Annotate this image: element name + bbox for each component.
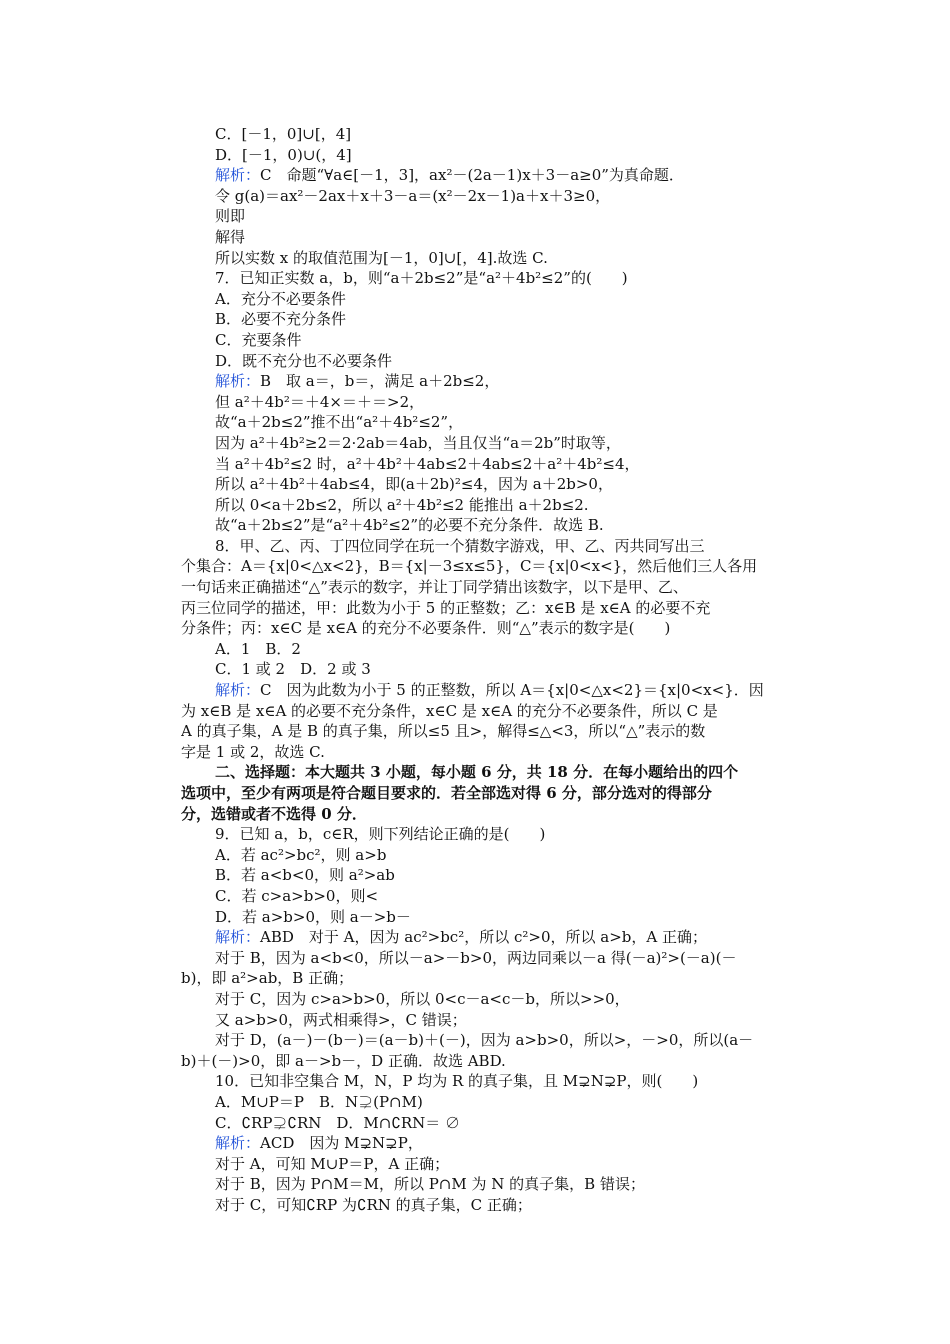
text-line <box>181 556 771 577</box>
text-line <box>181 577 771 598</box>
text-line <box>181 454 771 475</box>
text-line <box>181 968 771 989</box>
line-text: 故“a＋2b≤2”是“a²＋4b²≤2”的必要不充分条件．故选 B. <box>215 516 604 535</box>
line-text: 但 a²＋4b²＝＋4×＝＋＝>2， <box>215 392 425 411</box>
line-text: C．若 c>a>b>0，则< <box>215 886 379 905</box>
solution-label: 解析： <box>215 166 261 185</box>
line-text: 10．已知非空集合 M，N，P 均为 R 的真子集，且 M⊋N⊋P，则( ) <box>215 1072 699 1091</box>
text-line <box>181 1133 771 1154</box>
line-text: 为 x∈B 是 x∈A 的必要不充分条件，x∈C 是 x∈A 的充分不必要条件，所以 C 是 <box>181 701 718 720</box>
text-line <box>181 351 771 372</box>
line-text: 故“a＋2b≤2”推不出“a²＋4b²≤2”， <box>215 413 464 432</box>
text-line <box>181 701 771 722</box>
text-line <box>181 721 771 742</box>
text-line <box>181 206 771 227</box>
line-text: B．必要不充分条件 <box>215 310 347 329</box>
solution-label: 解析： <box>215 372 261 391</box>
text-line <box>181 248 771 269</box>
text-line <box>181 536 771 557</box>
line-text: 对于 B，因为 P∩M＝M，所以 P∩M 为 N 的真子集，B 错误； <box>215 1175 645 1194</box>
text-line <box>181 1113 771 1134</box>
line-text: C 因为此数为小于 5 的正整数，所以 A＝{x|0<△x<2}＝{x|0<x<}．因 <box>260 681 764 700</box>
text-line <box>181 762 771 783</box>
line-text: 选项中，至少有两项是符合题目要求的．若全部选对得 6 分，部分选对的得部分 <box>181 784 712 802</box>
line-text: A 的真子集，A 是 B 的真子集，所以≤5 且>，解得≤△<3，所以“△”表示的数 <box>181 722 706 741</box>
line-text: ABD 对于 A，因为 ac²>bc²，所以 c²>0，所以 a>b，A 正确； <box>260 928 707 947</box>
text-line <box>181 289 771 310</box>
solution-label: 解析： <box>215 1134 261 1153</box>
line-text: 对于 C，因为 c>a>b>0，所以 0<c－a<c－b，所以>>0， <box>215 989 630 1008</box>
line-text: C．∁RP⊋∁RN D．M∩∁RN＝ ∅ <box>215 1113 461 1132</box>
line-text: A．M∪P＝P B．N⊋(P∩M) <box>215 1092 423 1111</box>
line-text: 个集合：A＝{x|0<△x<2}，B＝{x|－3≤x≤5}，C＝{x|0<x<}，然后他们三人各用 <box>181 557 758 576</box>
text-line <box>181 371 771 392</box>
line-text: A．若 ac²>bc²，则 a>b <box>215 845 387 864</box>
text-line <box>181 186 771 207</box>
text-line <box>181 165 771 186</box>
line-text: 8．甲、乙、丙、丁四位同学在玩一个猜数字游戏，甲、乙、丙共同写出三 <box>215 536 705 555</box>
line-text: C．[－1，0]∪[，4] <box>215 125 352 143</box>
line-text: 解得 <box>215 227 246 246</box>
text-line <box>181 309 771 330</box>
text-line <box>181 804 771 825</box>
line-text: D．既不充分也不必要条件 <box>215 351 393 370</box>
solution-label: 解析： <box>215 681 261 700</box>
line-text: ACD 因为 M⊋N⊋P， <box>260 1134 423 1153</box>
line-text: 所以实数 x 的取值范围为[－1，0]∪[，4].故选 C. <box>215 248 548 267</box>
line-text: B 取 a＝，b＝，满足 a＋2b≤2， <box>260 372 500 391</box>
text-line <box>181 783 771 804</box>
text-line <box>181 824 771 845</box>
line-text: C 命题“∀a∈[－1，3]，ax²－(2a－1)x＋3－a≥0”为真命题． <box>260 166 684 185</box>
text-line <box>181 227 771 248</box>
line-text: 对于 B，因为 a<b<0，所以－a>－b>0，两边同乘以－a 得(－a)²>(－a)(－ <box>215 948 737 967</box>
text-line <box>181 948 771 969</box>
solution-label: 解析： <box>215 928 261 947</box>
line-text: 分，选错或者不选得 0 分． <box>181 804 367 823</box>
line-text: 令 g(a)＝ax²－2ax＋x＋3－a＝(x²－2x－1)a＋x＋3≥0， <box>215 186 611 205</box>
line-text: 字是 1 或 2，故选 C. <box>181 742 325 761</box>
text-line <box>181 618 771 639</box>
line-text: A．充分不必要条件 <box>215 289 346 308</box>
text-line <box>181 474 771 495</box>
line-text: 当 a²＋4b²≤2 时，a²＋4b²＋4ab≤2＋4ab≤2＋a²＋4b²≤4， <box>215 454 640 473</box>
line-text: 一句话来正确描述“△”表示的数字，并让丁同学猜出该数字，以下是甲、乙、 <box>181 578 688 597</box>
text-line <box>181 865 771 886</box>
line-text: 又 a>b>0，两式相乘得>，C 错误； <box>215 1010 467 1029</box>
line-text: b)＋(－)>0，即 a－>b－，D 正确．故选 ABD. <box>181 1051 506 1070</box>
line-text: 7．已知正实数 a，b，则“a＋2b≤2”是“a²＋4b²≤2”的( ) <box>215 269 628 288</box>
line-text: 则即 <box>215 207 246 226</box>
line-text: 丙三位同学的描述，甲：此数为小于 5 的正整数；乙：x∈B 是 x∈A 的必要不充 <box>181 598 711 617</box>
text-line <box>181 927 771 948</box>
text-line <box>181 1154 771 1175</box>
text-line <box>181 1071 771 1092</box>
document-page <box>181 124 771 1215</box>
line-text: 9．已知 a，b，c∈R，则下列结论正确的是( ) <box>215 825 546 844</box>
text-line <box>181 989 771 1010</box>
line-text: C．1 或 2 D．2 或 3 <box>215 660 371 679</box>
text-line <box>181 639 771 660</box>
text-line <box>181 598 771 619</box>
text-line <box>181 680 771 701</box>
text-line <box>181 886 771 907</box>
text-line <box>181 124 771 145</box>
text-line <box>181 412 771 433</box>
text-line <box>181 1174 771 1195</box>
text-line <box>181 907 771 928</box>
text-line <box>181 495 771 516</box>
line-text: 所以 0<a＋2b≤2，所以 a²＋4b²≤2 能推出 a＋2b≤2. <box>215 495 589 514</box>
line-text: D．若 a>b>0，则 a－>b－ <box>215 907 411 926</box>
text-line <box>181 330 771 351</box>
text-line <box>181 515 771 536</box>
text-line <box>181 268 771 289</box>
line-text: 二、选择题：本大题共 3 小题，每小题 6 分，共 18 分．在每小题给出的四个 <box>215 763 739 782</box>
text-line <box>181 742 771 763</box>
text-line <box>181 659 771 680</box>
text-line <box>181 1051 771 1072</box>
text-line <box>181 145 771 166</box>
text-line <box>181 433 771 454</box>
line-text: B．若 a<b<0，则 a²>ab <box>215 866 395 885</box>
text-line <box>181 1010 771 1031</box>
line-text: 对于 C，可知∁RP 为∁RN 的真子集，C 正确； <box>215 1195 532 1214</box>
line-text: 分条件；丙：x∈C 是 x∈A 的充分不必要条件．则“△”表示的数字是( ) <box>181 619 671 638</box>
line-text: D．[－1，0)∪(，4] <box>215 145 352 164</box>
line-text: A．1 B．2 <box>215 639 301 658</box>
line-text: 对于 D，(a－)－(b－)＝(a－b)＋(－)，因为 a>b>0，所以>，－>0，所以(a－ <box>215 1031 754 1050</box>
text-line <box>181 845 771 866</box>
text-line <box>181 1092 771 1113</box>
line-text: C．充要条件 <box>215 330 302 349</box>
line-text: 对于 A，可知 M∪P＝P，A 正确； <box>215 1154 450 1173</box>
line-text: 所以 a²＋4b²＋4ab≤4，即(a＋2b)²≤4，因为 a＋2b>0， <box>215 475 613 494</box>
line-text: b)，即 a²>ab，B 正确； <box>181 969 354 988</box>
text-line <box>181 1195 771 1216</box>
line-text: 因为 a²＋4b²≥2＝2·2ab＝4ab，当且仅当“a＝2b”时取等， <box>215 433 621 452</box>
text-line <box>181 392 771 413</box>
text-line <box>181 1030 771 1051</box>
